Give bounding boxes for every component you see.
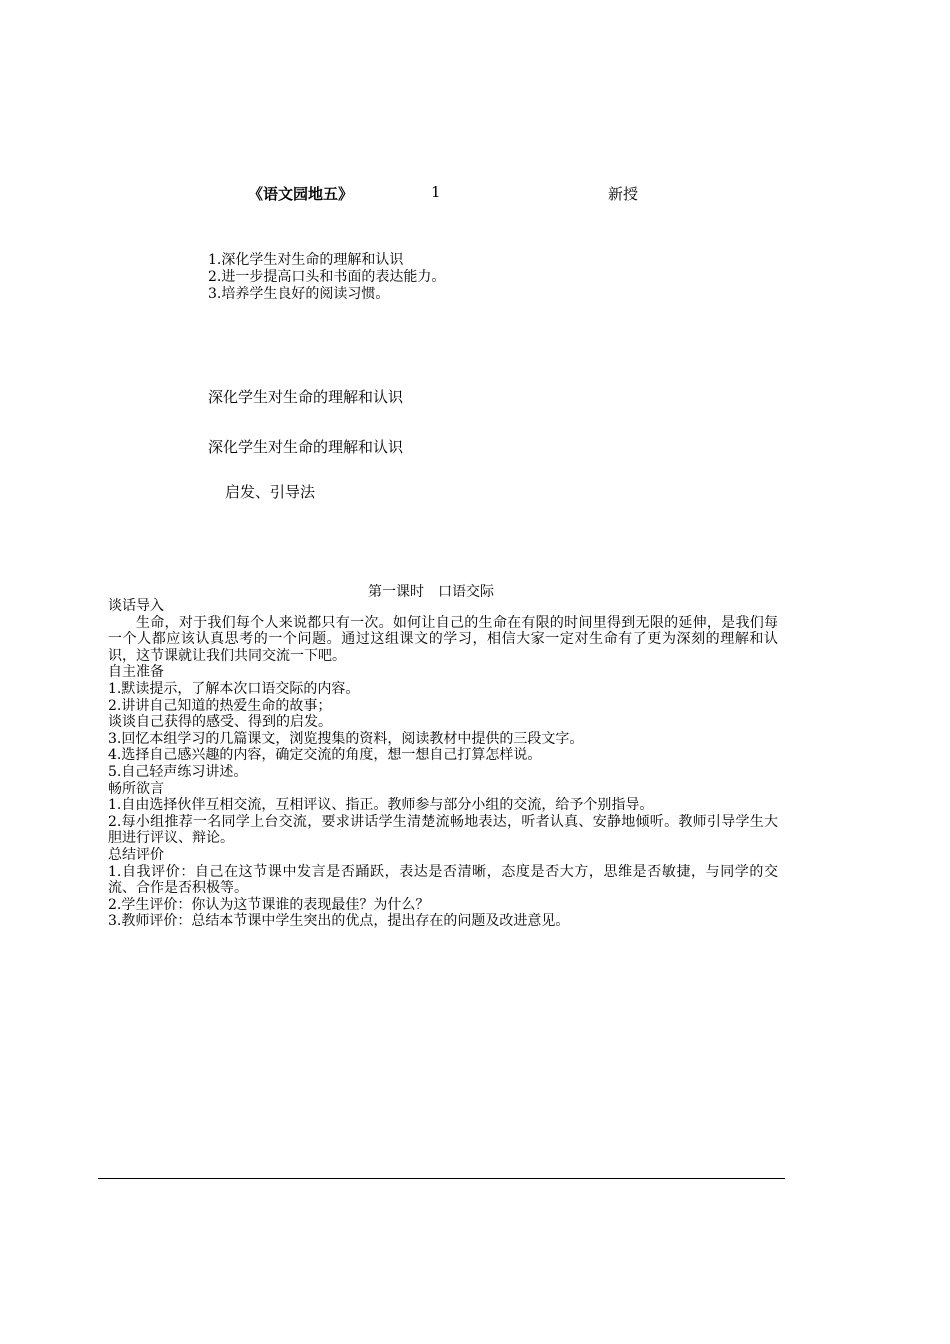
footer-divider xyxy=(98,1178,785,1179)
list-item: 1.自我评价：自己在这节课中发言是否踊跃，表达是否清晰，态度是否大方，思维是否敏捷，与同学的交流、合作是否积极等。 xyxy=(108,863,778,897)
list-item: 1.自由选择伙伴互相交流，互相评议、指正。教师参与部分小组的交流，给予个别指导。 xyxy=(108,797,654,814)
lesson-unit-title: 《语文园地五》 xyxy=(248,185,354,203)
section-heading-prep: 自主准备 xyxy=(108,664,164,681)
list-item: 1.默读提示，了解本次口语交际的内容。 xyxy=(108,680,360,697)
difficult-point: 深化学生对生命的理解和认识 xyxy=(208,438,404,456)
key-point: 深化学生对生命的理解和认识 xyxy=(208,388,404,406)
lesson-type: 新授 xyxy=(608,185,639,203)
section-heading-intro: 谈话导入 xyxy=(108,598,164,614)
goal-item: 3.培养学生良好的阅读习惯。 xyxy=(208,286,390,302)
teaching-goals xyxy=(208,252,445,303)
list-item: 2.每小组推荐一名同学上台交流，要求讲话学生清楚流畅地表达，听者认真、安静地倾听。教师引导学生大胆进行评议、辩论。 xyxy=(108,813,778,847)
lesson-title: 第一课时 口语交际 xyxy=(368,584,494,600)
lesson-body xyxy=(108,598,778,930)
list-item: 4.选择自己感兴趣的内容，确定交流的角度，想一想自己打算怎样说。 xyxy=(108,747,542,764)
list-item: 3.教师评价：总结本节课中学生突出的优点，提出存在的问题及改进意见。 xyxy=(108,913,570,930)
list-item: 2.学生评价：你认为这节课谁的表现最佳？为什么？ xyxy=(108,896,430,913)
list-item: 5.自己轻声练习讲述。 xyxy=(108,763,248,780)
section-heading-talk: 畅所欲言 xyxy=(108,780,164,797)
list-item: 3.回忆本组学习的几篇课文，浏览搜集的资料，阅读教材中提供的三段文字。 xyxy=(108,730,584,747)
list-item: 谈谈自己获得的感受、得到的启发。 xyxy=(108,714,332,731)
goal-item: 2.进一步提高口头和书面的表达能力。 xyxy=(208,269,446,285)
section-heading-eval: 总结评价 xyxy=(108,846,164,863)
intro-paragraph: 生命，对于我们每个人来说都只有一次。如何让自己的生命在有限的时间里得到无限的延伸，是我们每一个人都应该认真思考的一个问题。通过这组课文的学习，相信大家一定对生命有了更为深刻的理解和认识，这节课就让我们共同交流一下吧。 xyxy=(108,614,778,664)
list-item: 2.讲讲自己知道的热爱生命的故事； xyxy=(108,697,332,714)
teaching-method: 启发、引导法 xyxy=(225,483,316,501)
class-hours: 1 xyxy=(431,183,441,201)
goal-item: 1.深化学生对生命的理解和认识 xyxy=(208,252,404,268)
